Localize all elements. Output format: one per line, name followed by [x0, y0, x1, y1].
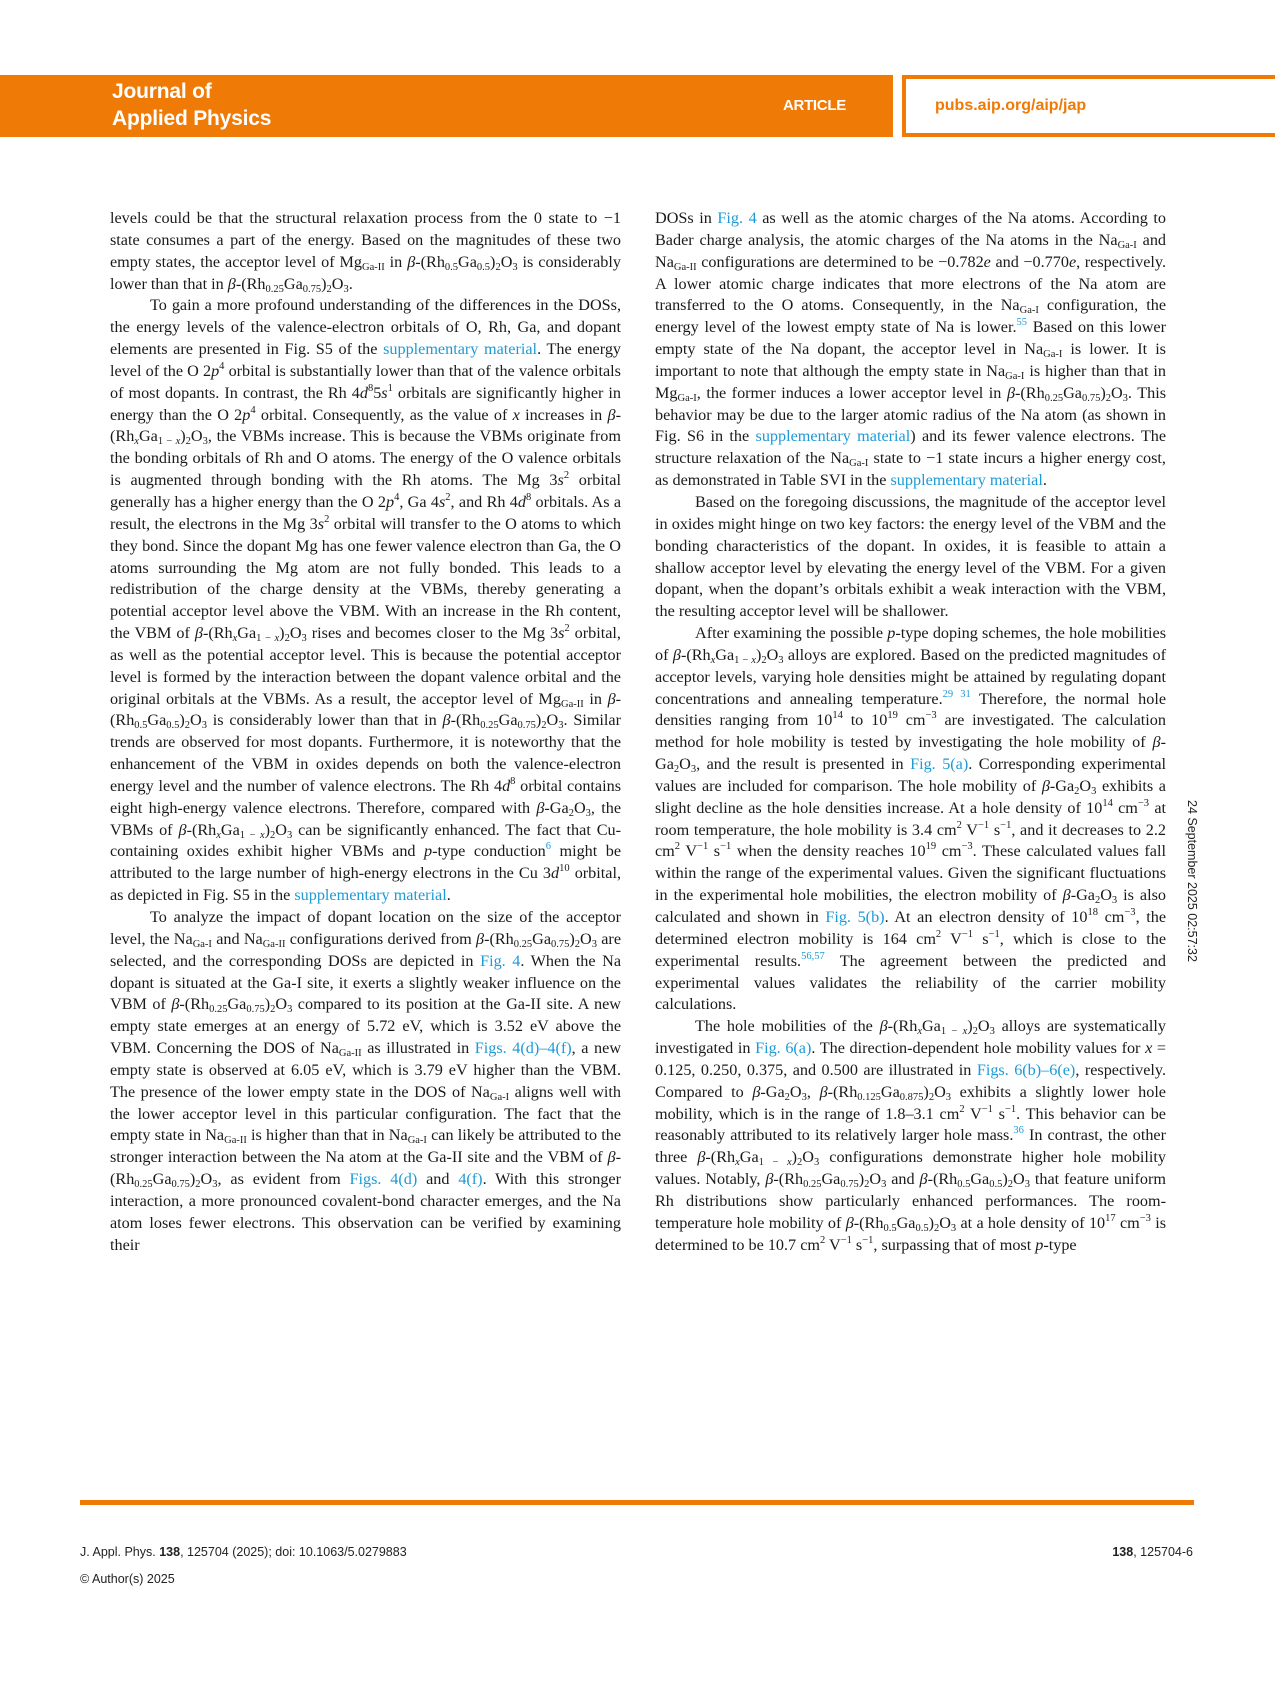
journal-title-line2: Applied Physics [112, 107, 272, 130]
left-column [110, 208, 621, 1257]
figure-link[interactable]: Fig. 5(a) [910, 755, 969, 774]
figure-link[interactable]: Fig. 6(a) [755, 1039, 812, 1058]
figure-link[interactable]: Fig. 4 [717, 209, 757, 227]
supplementary-material-link[interactable]: supplementary material [383, 340, 538, 359]
paragraph: After examining the possible p-type doping schemes, the hole mobilities of $\beta-(Rh_xGa_{1 - x})_2O_3$ alloys are explored. Based on the predicted magnitudes of acceptor levels, varying hole densities might be attained by regulating dopant concentrations and annealing temperature.$^{29 31}$ Therefore, the normal hole densities ranging from $10^{14}$ to $10^{19}$ $cm^{-3}$ are investigated. The calculation method for hole mobility is tested by investigating the hole mobility of $\beta-Ga_2O_3$, and the result is presented in Fig. 5(a). Corresponding experimental values are included for comparison. The hole mobility of $\beta-Ga_2O_3$ exhibits a slight decline as the hole densities increase. At a hole density of $10^{14}$ $cm^{-3}$ at room temperature, the hole mobility is 3.4 $cm^2$ $V^{-1}$ $s^{-1}$, and it decreases to 2.2 $cm^2$ $V^{-1}$ $s^{-1}$ when the density reaches $10^{19}$ $cm^{-3}$. These calculated values fall within the range of the experimental values. Given the significant fluctuations in the experimental hole mobilities, the electron mobility of $\beta-Ga_2O_3$ is also calculated and shown in Fig. 5(b). At an electron density of $10^{18}$ $cm^{-3}$, the determined electron mobility is 164 $cm^2$ $V^{-1}$ $s^{-1}$, which is close to the experimental results.$^{56,57}$ The agreement between the predicted and experimental values validates the reliability of the carrier mobility calculations. [655, 624, 1167, 1014]
citation-doi: , 125704 (2025); doi: 10.1063/5.0279883 [180, 1545, 407, 1559]
paragraph: levels could be that the structural relaxation process from the 0 state to −1 state consumes a part of the energy. Based on the magnitudes of these two empty states, the acceptor level of $Mg_{Ga-II}$ in $\beta-(Rh_{0.5}Ga_{0.5})_2O_3$ is considerably lower than that in $\beta-(Rh_{0.25}Ga_{0.75})_2O_3$. [110, 209, 621, 295]
page-id: , 125704-6 [1133, 1545, 1193, 1559]
figure-link[interactable]: Fig. 4 [480, 951, 521, 970]
figure-link[interactable]: 4(f) [458, 1170, 483, 1189]
journal-title-line1: Journal of [112, 80, 212, 103]
supplementary-material-link[interactable]: supplementary material [294, 886, 447, 905]
paragraph: To analyze the impact of dopant location on the size of the acceptor level, the $Na_{Ga-I}$ and $Na_{Ga-II}$ configurations derived from $\beta-(Rh_{0.25}Ga_{0.75})_2O_3$ are selected, and the corresponding DOSs are depicted in Fig. 4. When the Na dopant is situated at the Ga-I site, it exerts a slightly weaker influence on the VBM of $\beta-(Rh_{0.25}Ga_{0.75})_2O_3$ compared to its position at the Ga-II site. A new empty state emerges at an energy of 5.72 eV, which is 3.52 eV above the VBM. Concerning the DOS of $Na_{Ga-II}$ as illustrated in Figs. 4(d)–4(f), a new empty state is observed at 6.05 eV, which is 3.79 eV higher than the VBM. The presence of the lower empty state in the DOS of $Na_{Ga-I}$ aligns well with the lower acceptor level in this particular configuration. The fact that the empty state in $Na_{Ga-II}$ is higher than that in $Na_{Ga-I}$ can likely be attributed to the stronger interaction between the Na atom at the Ga-II site and the VBM of $\beta-(Rh_{0.25}Ga_{0.75})_2O_3$, as evident from Figs. 4(d) and 4(f). With this stronger interaction, a more pronounced covalent-bond character emerges, and the Na atom loses fewer electrons. This observation can be verified by examining their [110, 908, 622, 1254]
footer-page-number [1112, 1545, 1193, 1559]
download-timestamp: 24 September 2025 02:57:32 [1185, 800, 1199, 962]
supplementary-material-link[interactable]: supplementary material [755, 427, 911, 446]
footer-rule [80, 1500, 1194, 1505]
paragraph: DOSs in Fig. 4 as well as the atomic charges of the Na atoms. According to Bader charge analysis, the atomic charges of the Na atoms in the $Na_{Ga-I}$ and $Na_{Ga-II}$ configurations are determined to be −0.782e and −0.770e, respectively. A lower atomic charge indicates that more electrons of the Na atom are transferred to the O atoms. Consequently, in the $Na_{Ga-I}$ configuration, the energy level of the lowest empty state of Na is lower.$^{55}$ Based on this lower empty state of the Na dopant, the acceptor level in $Na_{Ga-I}$ is lower. It is important to note that although the empty state in $Na_{Ga-I}$ is higher than that in $Mg_{Ga-I}$, the former induces a lower acceptor level in $\beta-(Rh_{0.25}Ga_{0.75})_2O_3$. This behavior may be due to the larger atomic radius of the Na atom (as shown in Fig. S6 in the supplementary material) and its fewer valence electrons. The structure relaxation of the $Na_{Ga-I}$ state to −1 state incurs a higher energy cost, as demonstrated in Table SVI in the supplementary material. [655, 209, 1167, 490]
reference-link[interactable]: 6 [545, 841, 552, 853]
page-volume: 138 [1112, 1545, 1134, 1559]
figure-link[interactable]: Figs. 4(d) [349, 1170, 418, 1189]
paragraph: Based on the foregoing discussions, the magnitude of the acceptor level in oxides might hinge on two key factors: the energy level of the VBM and the bonding characteristics of the dopant. In oxides, it is feasible to attain a shallow acceptor level by elevating the energy level of the VBM. For a given dopant, when the dopant’s orbitals exhibit a weak interaction with the VBM, the resulting acceptor level will be shallower. [655, 492, 1166, 621]
citation-journal: J. Appl. Phys. [80, 1545, 160, 1559]
footer-citation [80, 1545, 407, 1559]
journal-title [112, 78, 271, 132]
reference-link[interactable]: 36 [1013, 1125, 1024, 1137]
footer-copyright: © Author(s) 2025 [80, 1572, 175, 1586]
paragraph: The hole mobilities of the $\beta-(Rh_xGa_{1 - x})_2O_3$ alloys are systematically investigated in Fig. 6(a). The direction-dependent hole mobility values for x = 0.125, 0.250, 0.375, and 0.500 are illustrated in Figs. 6(b)–6(e), respectively. Compared to $\beta-Ga_2O_3$, $\beta-(Rh_{0.125}Ga_{0.875})_2O_3$ exhibits a slightly lower hole mobility, which is in the range of 1.8–3.1 $cm^2$ $V^{-1}$ $s^{-1}$. This behavior can be reasonably attributed to its relatively larger hole mass.$^{36}$ In contrast, the other three $\beta-(Rh_xGa_{1 - x})_2O_3$ configurations demonstrate higher hole mobility values. Notably, $\beta-(Rh_{0.25}Ga_{0.75})_2O_3$ and $\beta-(Rh_{0.5}Ga_{0.5})_2O_3$ that feature uniform Rh distributions show particularly enhanced performances. The room-temperature hole mobility of $\beta-(Rh_{0.5}Ga_{0.5})_2O_3$ at a hole density of $10^{17}$ $cm^{-3}$ is determined to be 10.7 $cm^2$ $V^{-1}$ $s^{-1}$, surpassing that of most p-type [655, 1017, 1167, 1254]
citation-volume: 138 [159, 1545, 181, 1559]
supplementary-material-link[interactable]: supplementary material [890, 471, 1043, 490]
section-label: ARTICLE [783, 97, 846, 114]
journal-url-link[interactable]: pubs.aip.org/aip/jap [935, 97, 1087, 114]
reference-link[interactable]: 55 [1016, 317, 1027, 329]
reference-link[interactable]: 56,57 [801, 950, 825, 962]
figure-link[interactable]: Fig. 5(b) [825, 908, 885, 926]
figure-link[interactable]: Figs. 4(d)–4(f) [474, 1039, 572, 1058]
right-column [655, 208, 1166, 1257]
reference-link[interactable]: 29 31 [942, 688, 971, 700]
paragraph: To gain a more profound understanding of the differences in the DOSs, the energy levels of the valence-electron orbitals of O, Rh, Ga, and dopant elements are presented in Fig. S5 of the supplementary material. The energy level of the O $2p^4$ orbital is substantially lower than that of the valence orbitals of most dopants. In contrast, the Rh $4d^85s^1$ orbitals are significantly higher in energy than the O $2p^4$ orbital. Consequently, as the value of x increases in $\beta-(Rh_xGa_{1 - x})_2O_3$, the VBMs increase. This is because the VBMs originate from the bonding orbitals of Rh and O atoms. The energy of the O valence orbitals is augmented through bonding with the Rh atoms. The Mg $3s^2$ orbital generally has a higher energy than the O $2p^4$, Ga $4s^2$, and Rh $4d^8$ orbitals. As a result, the electrons in the Mg $3s^2$ orbital will transfer to the O atoms to which they bond. Since the dopant Mg has one fewer valence electron than Ga, the O atoms surrounding the Mg atom are not fully bonded. This leads to a redistribution of the charge density at the VBMs, thereby generating a potential acceptor level above the VBM. With an increase in the Rh content, the VBM of $\beta-(Rh_xGa_{1 - x})_2O_3$ rises and becomes closer to the Mg $3s^2$ orbital, as well as the potential acceptor level. This is because the potential acceptor level is formed by the interaction between the dopant valence orbital and the original orbitals at the VBMs. As a result, the acceptor level of $Mg_{Ga-II}$ in $\beta-(Rh_{0.5}Ga_{0.5})_2O_3$ is considerably lower than that in $\beta-(Rh_{0.25}Ga_{0.75})_2O_3$. Similar trends are observed for most dopants. Furthermore, it is noteworthy that the enhancement of the VBM in oxides depends on both the valence-electron energy level and the number of valence electrons. The Rh $4d^8$ orbital contains eight high-energy valence electrons. Therefore, compared with $\beta-Ga_2O_3$, the VBMs of $\beta-(Rh_xGa_{1 - x})_2O_3$ can be significantly enhanced. The fact that Cu-containing oxides exhibit higher VBMs and p-type conduction$^6$ might be attributed to the large number of high-energy electrons in the Cu $3d^{10}$ orbital, as depicted in Fig. S5 in the supplementary material. [110, 296, 622, 905]
figure-link[interactable]: Figs. 6(b)–6(e) [976, 1060, 1076, 1079]
